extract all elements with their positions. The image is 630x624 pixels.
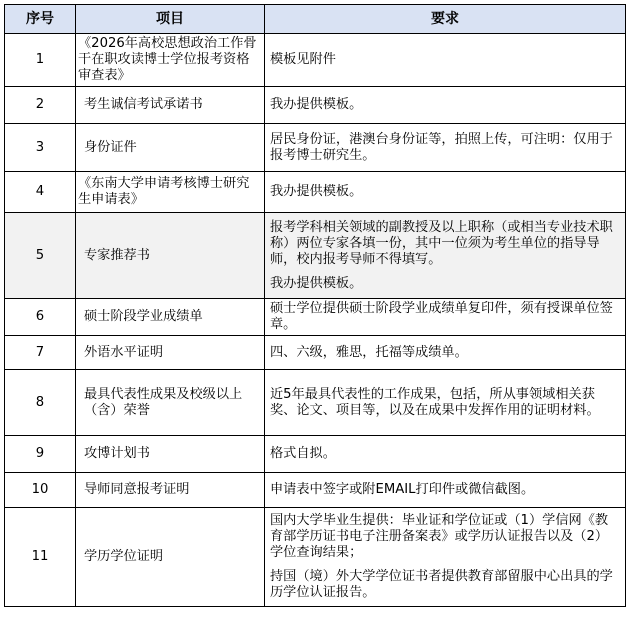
table-header-row <box>5 5 626 34</box>
row-item: 《东南大学申请考核博士研究生申请表》 <box>76 172 265 213</box>
row-item: 《2026年高校思想政治工作骨干在职攻读博士学位报考资格审查表》 <box>76 34 265 87</box>
row-requirement <box>265 172 626 213</box>
row-number: 8 <box>5 370 76 436</box>
row-number: 4 <box>5 172 76 213</box>
row-requirement <box>265 436 626 473</box>
row-item: 专家推荐书 <box>76 213 265 299</box>
row-item: 导师同意报考证明 <box>76 473 265 508</box>
row-requirement <box>265 336 626 370</box>
row-requirement <box>265 473 626 508</box>
table-row <box>5 124 626 172</box>
row-number: 5 <box>5 213 76 299</box>
row-requirement <box>265 370 626 436</box>
requirement-text: 居民身份证，港澳台身份证等，拍照上传，可注明：仅用于报考博士研究生。 <box>270 131 613 163</box>
row-number: 6 <box>5 299 76 336</box>
table-row <box>5 336 626 370</box>
row-requirement <box>265 213 626 299</box>
row-number: 1 <box>5 34 76 87</box>
table-row <box>5 299 626 336</box>
requirements-table <box>4 4 626 607</box>
requirement-text: 我办提供模板。 <box>270 275 363 291</box>
row-item: 外语水平证明 <box>76 336 265 370</box>
table-row <box>5 436 626 473</box>
row-number: 3 <box>5 124 76 172</box>
row-number: 10 <box>5 473 76 508</box>
table-row <box>5 213 626 299</box>
row-number: 11 <box>5 508 76 607</box>
requirement-text: 我办提供模板。 <box>270 97 363 112</box>
row-item: 攻博计划书 <box>76 436 265 473</box>
requirement-text: 报考学科相关领域的副教授及以上职称（或相当专业技术职称）两位专家各填一份，其中一位须为考生单位的指导导师，校内报考导师不得填写。 <box>270 219 613 267</box>
header-requirement: 要求 <box>265 5 626 34</box>
row-number: 7 <box>5 336 76 370</box>
row-requirement <box>265 508 626 607</box>
requirement-text: 持国（境）外大学学位证书者提供教育部留服中心出具的学历学位认证报告。 <box>270 569 613 600</box>
row-item: 考生诚信考试承诺书 <box>76 87 265 124</box>
table-row <box>5 370 626 436</box>
row-item: 身份证件 <box>76 124 265 172</box>
row-requirement <box>265 124 626 172</box>
requirement-text: 四、六级，雅思，托福等成绩单。 <box>270 344 468 360</box>
row-number: 2 <box>5 87 76 124</box>
requirement-text: 申请表中签字或附EMAIL打印件或微信截图。 <box>270 482 535 497</box>
table-row <box>5 34 626 87</box>
header-item: 项目 <box>76 5 265 34</box>
requirement-text: 我办提供模板。 <box>270 184 363 199</box>
row-requirement <box>265 87 626 124</box>
requirements-table-wrapper <box>4 4 626 607</box>
row-item: 最具代表性成果及校级以上（含）荣誉 <box>76 370 265 436</box>
table-row <box>5 87 626 124</box>
requirement-text: 国内大学毕业生提供：毕业证和学位证或（1）学信网《教育部学历证书电子注册备案表》或学历认证报告以及（2）学位查询结果； <box>270 513 609 560</box>
row-requirement <box>265 34 626 87</box>
requirement-text: 模板见附件 <box>270 52 336 67</box>
header-no: 序号 <box>5 5 76 34</box>
table-row <box>5 473 626 508</box>
table-row <box>5 508 626 607</box>
row-number: 9 <box>5 436 76 473</box>
requirement-text: 格式自拟。 <box>270 446 336 461</box>
table-row <box>5 172 626 213</box>
requirement-text: 近5年最具代表性的工作成果，包括，所从事领域相关获奖、论文、项目等，以及在成果中发挥作用的证明材料。 <box>270 386 600 418</box>
requirement-text: 硕士学位提供硕士阶段学业成绩单复印件，须有授课单位签章。 <box>270 301 613 332</box>
row-item: 硕士阶段学业成绩单 <box>76 299 265 336</box>
row-item: 学历学位证明 <box>76 508 265 607</box>
row-requirement <box>265 299 626 336</box>
